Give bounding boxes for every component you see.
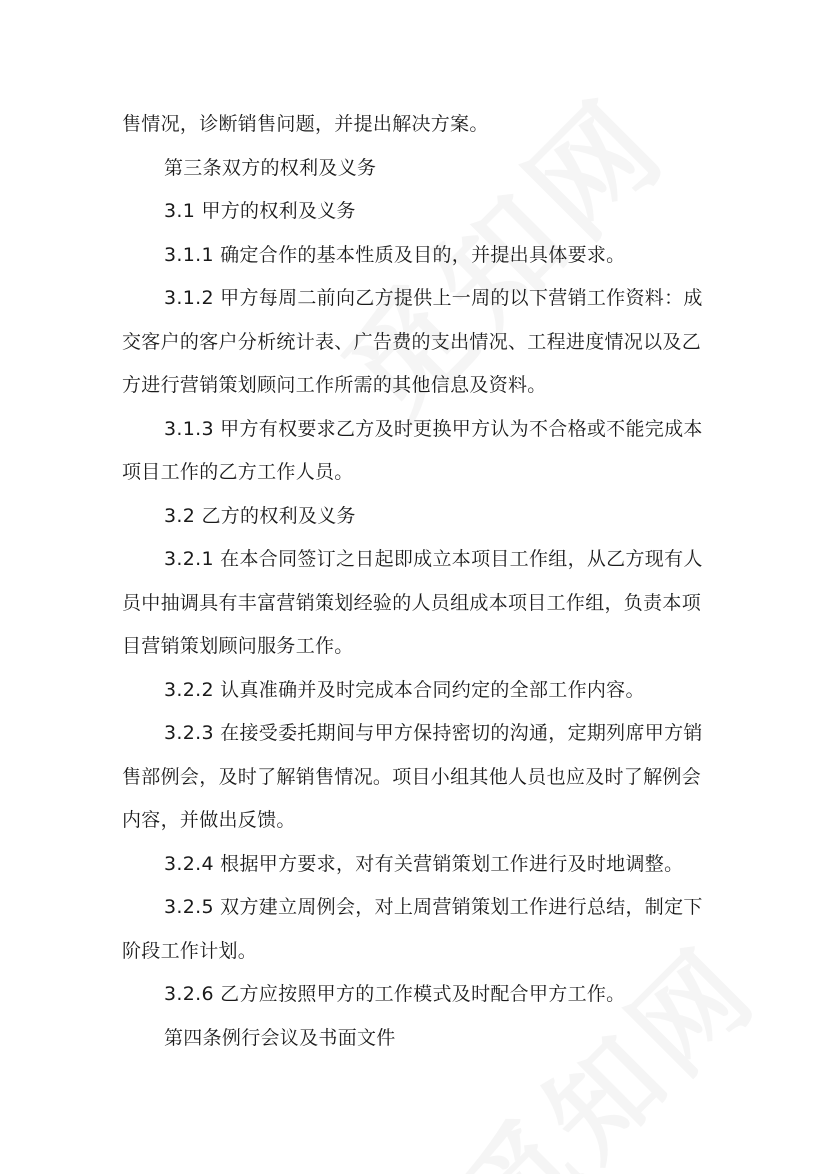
document-body: [122, 103, 722, 1060]
text-line: 3.2 乙方的权利及义务: [164, 504, 356, 527]
text-line: 第三条双方的权利及义务: [164, 156, 377, 179]
text-line: 员中抽调具有丰富营销策划经验的人员组成本项目工作组，负责本项: [122, 591, 702, 614]
text-line: 内容，并做出反馈。: [122, 809, 296, 831]
text-line: 3.2.1 在本合同签订之日起即成立本项目工作组，从乙方现有人: [164, 548, 703, 570]
text-line: 3.2.5 双方建立周例会，对上周营销策划工作进行总结，制定下: [164, 896, 703, 918]
text-line: 3.1.1 确定合作的基本性质及目的，并提出具体要求。: [164, 243, 626, 266]
text-line: 售部例会，及时了解销售情况。项目小组其他人员也应及时了解例会: [122, 765, 702, 788]
text-line: 3.2.2 认真准确并及时完成本合同约定的全部工作内容。: [164, 678, 645, 701]
text-line: 交客户的客户分析统计表、广告费的支出情况、工程进度情况以及乙: [122, 330, 702, 353]
text-line: 3.1 甲方的权利及义务: [164, 200, 356, 222]
text-line: 项目工作的乙方工作人员。: [122, 461, 354, 483]
text-line: 第四条例行会议及书面文件: [164, 1026, 396, 1049]
text-line: 3.2.3 在接受委托期间与甲方保持密切的沟通，定期列席甲方销: [164, 722, 703, 744]
text-line: 3.1.2 甲方每周二前向乙方提供上一周的以下营销工作资料：成: [164, 287, 703, 309]
text-line: 3.2.6 乙方应按照甲方的工作模式及时配合甲方工作。: [164, 983, 626, 1005]
text-line: 售情况，诊断销售问题，并提出解决方案。: [122, 113, 489, 135]
text-line: 3.2.4 根据甲方要求，对有关营销策划工作进行及时地调整。: [164, 852, 684, 875]
text-line: 目营销策划顾问服务工作。: [122, 635, 354, 657]
text-line: 阶段工作计划。: [122, 939, 258, 962]
text-line: 方进行营销策划顾问工作所需的其他信息及资料。: [122, 374, 547, 396]
text-line: 3.1.3 甲方有权要求乙方及时更换甲方认为不合格或不能完成本: [164, 417, 703, 440]
